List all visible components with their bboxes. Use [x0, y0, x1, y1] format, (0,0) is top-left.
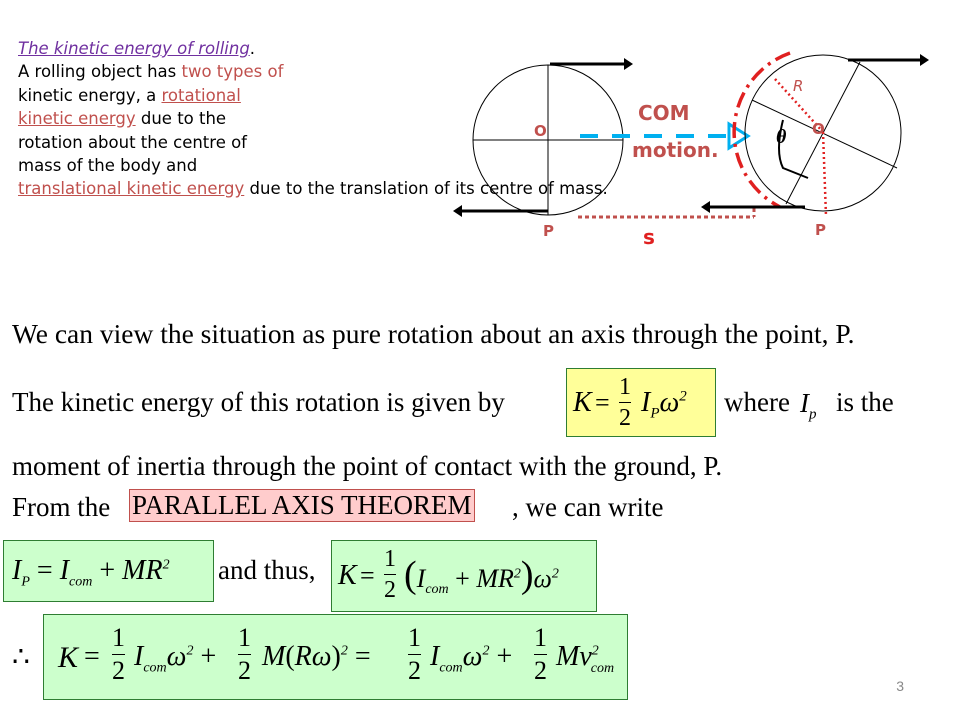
and-thus-text: and thus,: [218, 555, 316, 585]
intro-line4b: due to the: [135, 109, 227, 129]
left-center-label: O: [534, 122, 547, 140]
intro-line3c: rotational: [161, 85, 241, 105]
body-line2b: where: [724, 387, 790, 417]
body-line4a: From the: [12, 492, 111, 522]
therefore-symbol: ∴: [12, 642, 30, 673]
radius-label: R: [793, 77, 804, 95]
parallel-axis-formula-box: $I_P = I_{com} + MR^2$: [3, 540, 214, 602]
intro-line5: rotation about the centre of: [18, 132, 247, 152]
intro-line2a: A rolling object has: [18, 62, 182, 82]
motion-label: motion.: [632, 138, 719, 162]
ip-symbol: $I_p$: [800, 388, 817, 423]
radius-p-line: [823, 132, 826, 216]
body-line2a: The kinetic energy of this rotation is given by: [12, 387, 505, 417]
right-contact-label: P: [815, 221, 826, 239]
parallel-axis-theorem: PARALLEL AXIS THEOREM: [129, 489, 475, 522]
intro-line7b: due to the translation of its centre of mass.: [244, 179, 608, 199]
intro-line3b: , a: [135, 85, 162, 105]
intro-line2b: two types of: [181, 62, 284, 82]
ke-formula-box: K = $\frac{1}{2}$ $I_P\omega^2$: [566, 368, 716, 437]
half-fraction: $\frac{1}{2}$: [619, 374, 631, 431]
heading-period: .: [249, 39, 256, 58]
intro-line4a: kinetic energy: [18, 109, 136, 129]
left-contact-label: P: [543, 222, 554, 240]
body-line4c: , we can write: [512, 492, 664, 522]
com-label: COM: [638, 101, 690, 125]
theta-label: θ: [776, 126, 787, 148]
body-line2c: is the: [836, 387, 894, 417]
intro-line7a: translational kinetic energy: [18, 179, 245, 199]
ke-parallel-formula-box: K = $\frac{1}{2}$ $(I_{com} + MR^2)\omega^2$: [331, 540, 597, 612]
section-heading: The kinetic energy of rolling: [18, 39, 250, 58]
intro-line6: mass of the body and: [18, 156, 198, 176]
intro-line3a: kinetic energy: [18, 85, 136, 105]
page-number: 3: [896, 678, 904, 694]
final-ke-formula-box: K = $\frac{1}{2}$ $I_{com}\omega^2$ + $\frac{1}{2}$ $M(R\omega)^2$ = $\frac{1}{2}$ $I_{com}\omega^2$ + $\frac{1}{2}$ $Mv^2_{com}$: [43, 614, 628, 700]
body-line1: We can view the situation as pure rotation about an axis through the point, P.: [12, 318, 855, 349]
right-center-label: O: [812, 120, 825, 138]
body-line3: moment of inertia through the point of contact with the ground, P.: [12, 451, 723, 481]
distance-s-label: s: [643, 225, 655, 249]
